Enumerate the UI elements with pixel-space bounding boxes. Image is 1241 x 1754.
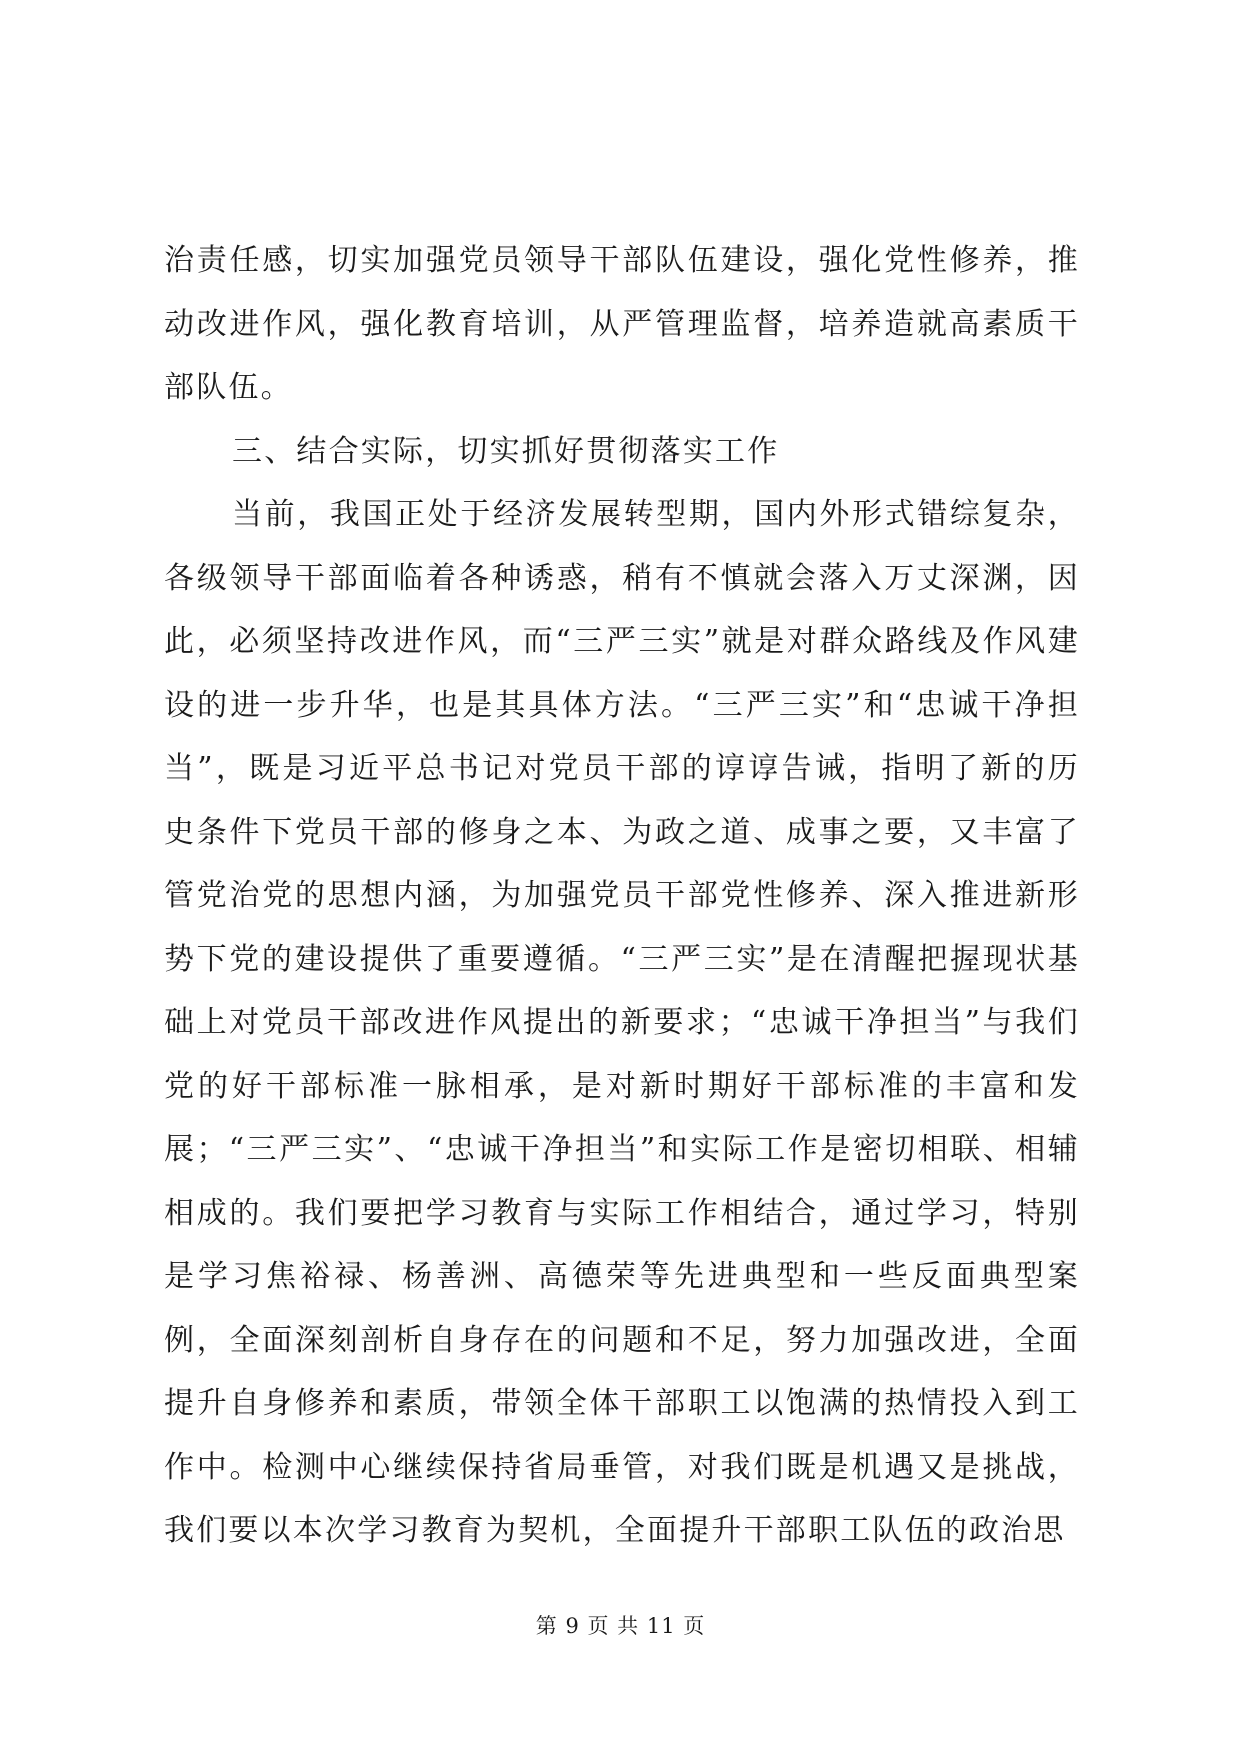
page-footer: 第 9 页 共 11 页 <box>535 1614 706 1638</box>
paragraph-body: 当前，我国正处于经济发展转型期，国内外形式错综复杂，各级领导干部面临着各种诱惑，稍有不慎就会落入万丈深渊，因此，必须坚持改进作风，而“三严三实”就是对群众路线及作风建设的进一步升华，也是其具体方法。“三严三实”和“忠诚干净担当”，既是习近平总书记对党员干部的谆谆告诫，指明了新的历史条件下党员干部的修身之本、为政之道、成事之要，又丰富了管党治党的思想内涵，为加强党员干部党性修养、深入推进新形势下党的建设提供了重要遵循。“三严三实”是在清醒把握现状基础上对党员干部改进作风提出的新要求；“忠诚干净担当”与我们党的好干部标准一脉相承，是对新时期好干部标准的丰富和发展；“三严三实”、“忠诚干净担当”和实际工作是密切相联、相辅相成的。我们要把学习教育与实际工作相结合，通过学习，特别是学习焦裕禄、杨善洲、高德荣等先进典型和一些反面典型案例，全面深刻剖析自身存在的问题和不足，努力加强改进，全面提升自身修养和素质，带领全体干部职工以饱满的热情投入到工作中。检测中心继续保持省局垂管，对我们既是机遇又是挑战，我们要以本次学习教育为契机，全面提升干部职工队伍的政治思 <box>164 497 1080 1548</box>
section-heading: 三、结合实际，切实抓好贯彻落实工作 <box>232 433 780 469</box>
paragraph-continuation: 治责任感，切实加强党员领导干部队伍建设，强化党性修养，推动改进作风，强化教育培训，从严管理监督，培养造就高素质干部队伍。 <box>164 243 1080 405</box>
document-body <box>164 229 1080 1563</box>
